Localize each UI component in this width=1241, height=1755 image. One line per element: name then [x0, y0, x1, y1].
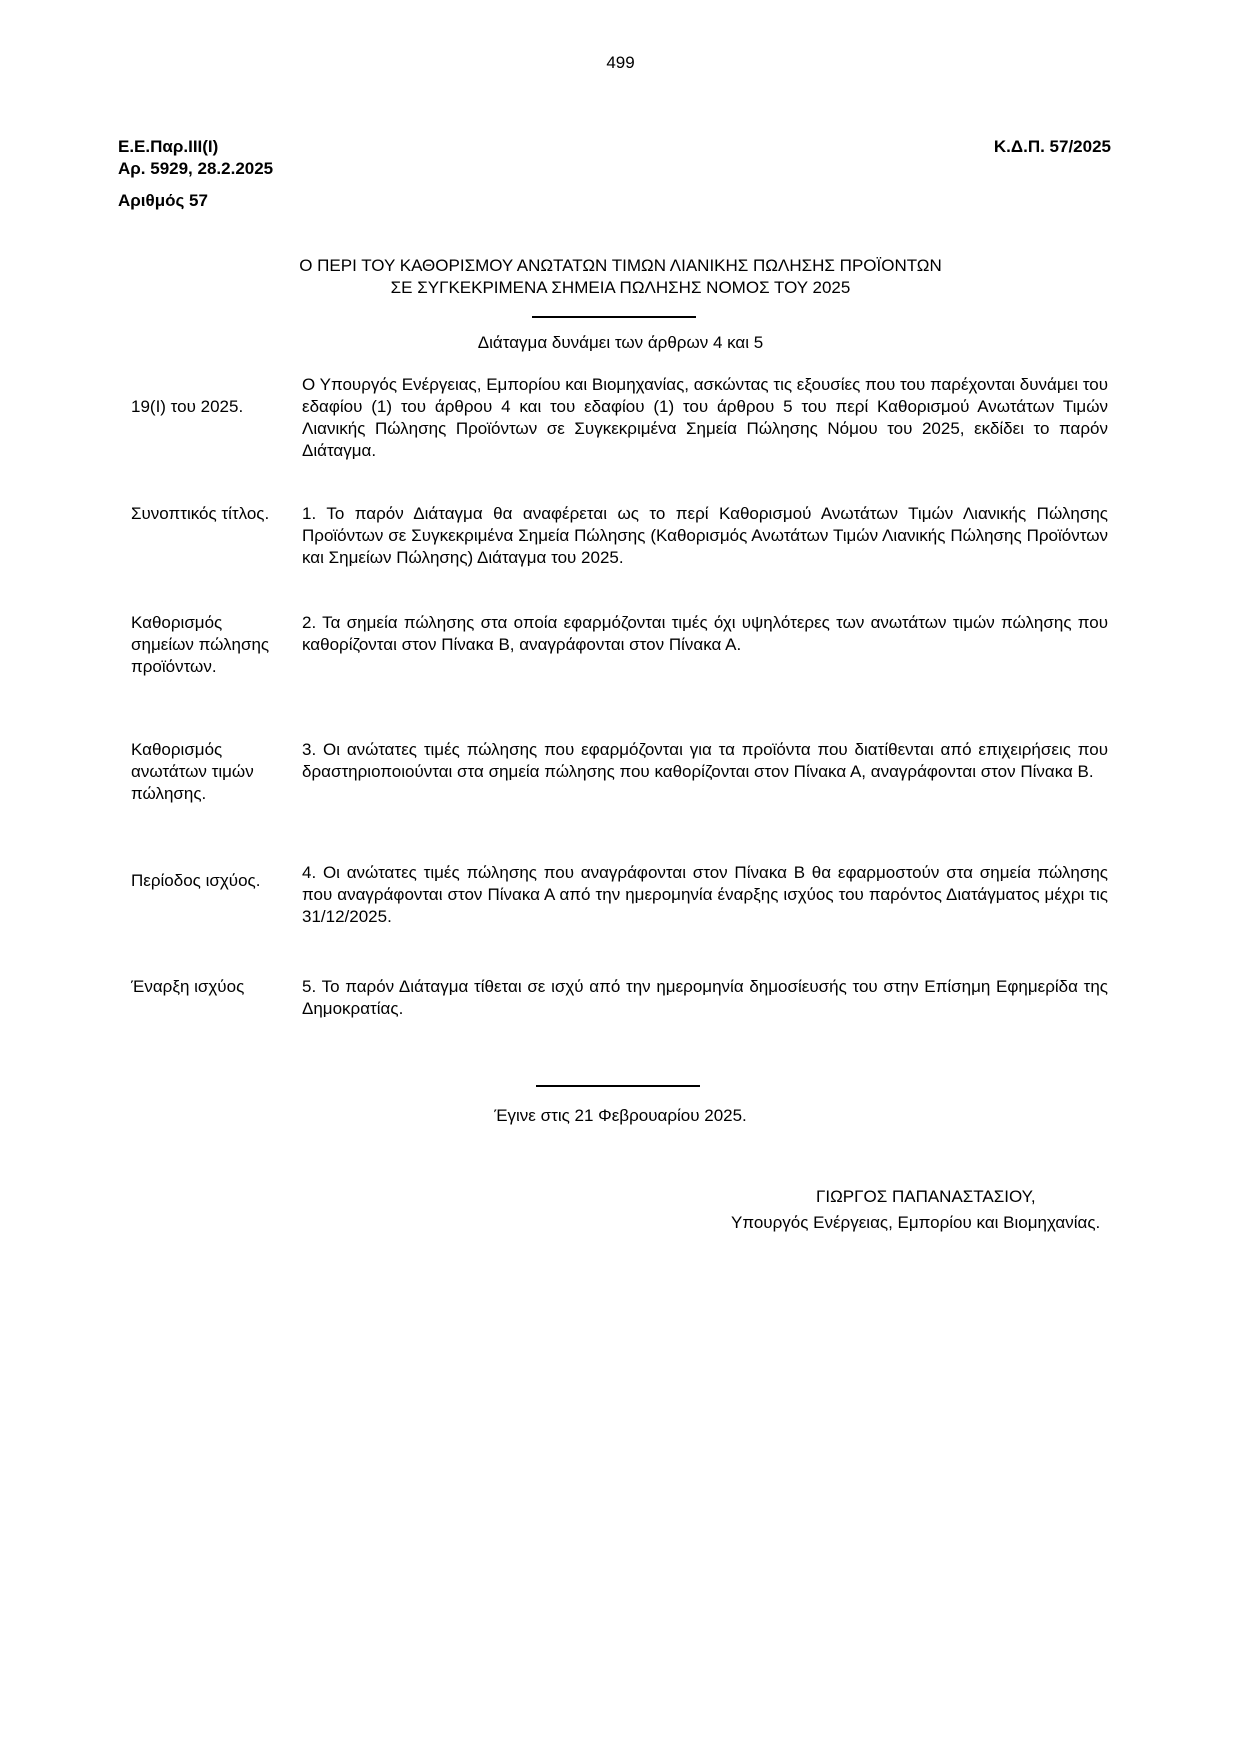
- signatory-name: ΓΙΩΡΓΟΣ ΠΑΠΑΝΑΣΤΑΣΙΟΥ,: [816, 1187, 1036, 1206]
- section-4-text: 4. Οι ανώτατες τιμές πώλησης που αναγράφονται στον Πίνακα Β θα εφαρμοστούν στα σημεία πώλησης που αναγράφονται στον Πίνακα Α από την ημερομηνία έναρξης ισχύος του παρόντος Διατάγματος μέχρι τις 31/12/2025.: [302, 863, 1108, 926]
- title-divider: [532, 316, 696, 318]
- section-4-margin-note: Περίοδος ισχύος.: [131, 871, 261, 890]
- signatory-title: Υπουργός Ενέργειας, Εμπορίου και Βιομηχανίας.: [731, 1213, 1101, 1232]
- section-2-text: 2. Τα σημεία πώλησης στα οποία εφαρμόζονται τιμές όχι υψηλότερες των ανωτάτων τιμών πώλησης που καθορίζονται στον Πίνακα Β, αναγράφονται στον Πίνακα Α.: [302, 613, 1108, 654]
- regulation-reference: Κ.Δ.Π. 57/2025: [993, 137, 1111, 156]
- section-2-margin-note: Καθορισμός σημείων πώλησης προϊόντων.: [131, 613, 270, 676]
- section-1-margin-note: Συνοπτικός τίτλος.: [131, 504, 270, 523]
- regulation-number: Αριθμός 57: [118, 191, 208, 210]
- section-5-text: 5. Το παρόν Διάταγμα τίθεται σε ισχύ από την ημερομηνία δημοσίευσής του στην Επίσημη Εφημερίδα της Δημοκρατίας.: [302, 977, 1108, 1018]
- preamble-margin-note: 19(Ι) του 2025.: [131, 397, 244, 416]
- closing-date-line: Έγινε στις 21 Φεβρουαρίου 2025.: [494, 1106, 747, 1125]
- page-number: 499: [606, 53, 635, 72]
- preamble-text: Ο Υπουργός Ενέργειας, Εμπορίου και Βιομηχανίας, ασκώντας τις εξουσίες που του παρέχονται δυνάμει του εδαφίου (1) του άρθρου 4 και του εδαφίου (1) του άρθρου 5 του περί Καθορισμού Ανωτάτων Τιμών Λιανικής Πώλησης Προϊόντων σε Συγκεκριμένα Σημεία Πώλησης Νόμου του 2025, εκδίδει το παρόν Διάταγμα.: [302, 375, 1108, 460]
- gazette-issue: Αρ. 5929, 28.2.2025: [118, 159, 274, 178]
- law-title-line-2: ΣΕ ΣΥΓΚΕΚΡΙΜΕΝΑ ΣΗΜΕΙΑ ΠΩΛΗΣΗΣ ΝΟΜΟΣ ΤΟΥ 2025: [390, 278, 851, 297]
- gazette-part: Ε.Ε.Παρ.ΙΙΙ(Ι): [118, 137, 219, 156]
- section-1-text: 1. Το παρόν Διάταγμα θα αναφέρεται ως το περί Καθορισμού Ανωτάτων Τιμών Λιανικής Πώλησης Προϊόντων σε Συγκεκριμένα Σημεία Πώλησης (Καθορισμός Ανωτάτων Τιμών Λιανικής Πώλησης Προϊόντων και Σημείων Πώλησης) Διάταγμα του 2025.: [302, 504, 1108, 567]
- law-title-line-1: Ο ΠΕΡΙ ΤΟΥ ΚΑΘΟΡΙΣΜΟΥ ΑΝΩΤΑΤΩΝ ΤΙΜΩΝ ΛΙΑΝΙΚΗΣ ΠΩΛΗΣΗΣ ΠΡΟΪΟΝΤΩΝ: [299, 256, 942, 275]
- section-3-margin-note: Καθορισμός ανωτάτων τιμών πώλησης.: [131, 740, 254, 803]
- section-3-text: 3. Οι ανώτατες τιμές πώλησης που εφαρμόζονται για τα προϊόντα που διατίθενται από επιχειρήσεις που δραστηριοποιούνται στα σημεία πώλησης που καθορίζονται στον Πίνακα Α, αναγράφονται στον Πίνακα Β.: [302, 740, 1108, 781]
- section-5-margin-note: Έναρξη ισχύος: [131, 977, 245, 996]
- closing-divider: [536, 1085, 700, 1087]
- order-subtitle: Διάταγμα δυνάμει των άρθρων 4 και 5: [477, 333, 764, 352]
